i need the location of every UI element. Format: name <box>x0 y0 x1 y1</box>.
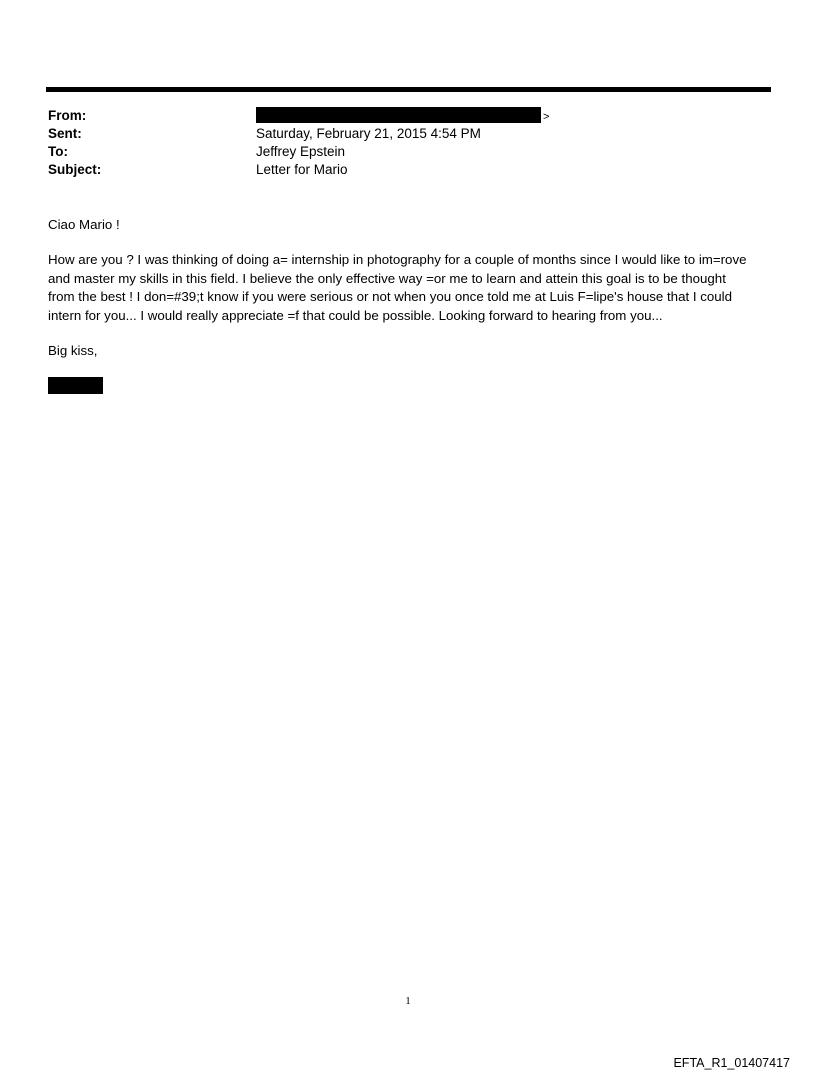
subject-label: Subject: <box>48 162 102 177</box>
to-row <box>48 143 748 161</box>
sent-value: Saturday, February 21, 2015 4:54 PM <box>256 126 481 141</box>
redaction-from <box>256 107 541 123</box>
header-divider <box>46 87 771 92</box>
redaction-signature <box>48 377 103 394</box>
from-value <box>256 107 549 126</box>
from-suffix: > <box>543 111 550 123</box>
sent-label: Sent: <box>48 126 82 141</box>
message-line-2: and master my skills in this field. I believe the only effective way =or me to learn and attein this goal is to be thought <box>48 270 726 286</box>
page-number: 1 <box>405 995 411 1007</box>
subject-row <box>48 161 748 179</box>
to-label: To: <box>48 144 68 159</box>
greeting: Ciao Mario ! <box>48 217 120 232</box>
subject-value: Letter for Mario <box>256 162 348 177</box>
bates-number: EFTA_R1_01407417 <box>673 1056 790 1070</box>
sent-row <box>48 125 748 143</box>
message-line-4: intern for you... I would really appreciate =f that could be possible. Looking forward to hearing from you... <box>48 307 663 323</box>
from-label: From: <box>48 108 87 123</box>
message-paragraph <box>48 251 770 325</box>
message-line-1: How are you ? I was thinking of doing a= internship in photography for a couple of months since I would like to im=rove <box>48 252 747 267</box>
to-value: Jeffrey Epstein <box>256 144 346 159</box>
message-line-3: from the best ! I don=#39;t know if you were serious or not when you once told me at Luis F=lipe's house that I could <box>48 289 733 304</box>
from-row <box>48 107 748 125</box>
signoff: Big kiss, <box>48 343 98 358</box>
email-header <box>48 107 748 179</box>
